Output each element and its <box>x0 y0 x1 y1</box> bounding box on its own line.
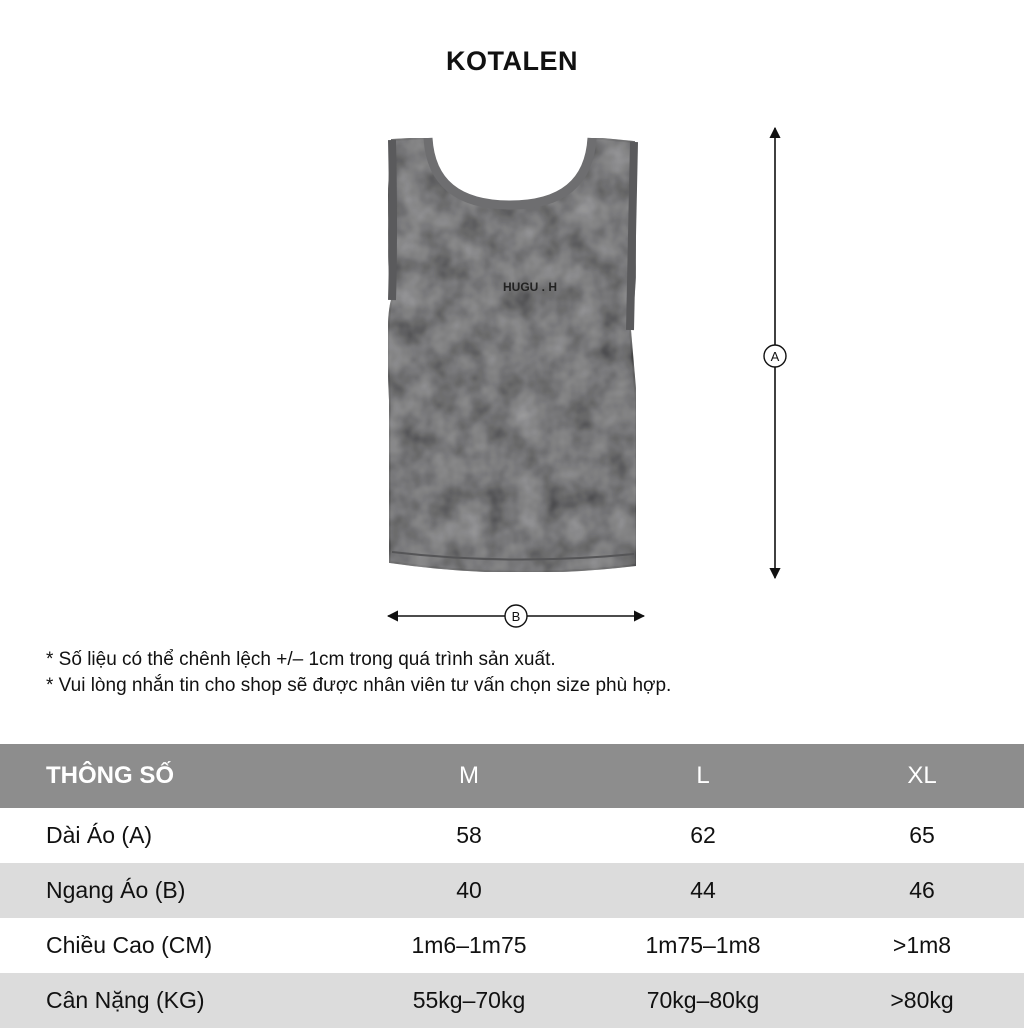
cell-value: 62 <box>690 822 716 848</box>
neckline-rib <box>428 138 592 205</box>
table-row <box>0 918 1024 973</box>
cell-value: >80kg <box>820 973 1024 1028</box>
header-param: THÔNG SỐ <box>0 744 352 808</box>
table-row <box>0 973 1024 1028</box>
cell-value: 44 <box>586 863 820 918</box>
cell-value: 40 <box>352 863 586 918</box>
row-label: Ngang Áo (B) <box>0 863 352 918</box>
cell-value: 70kg–80kg <box>586 973 820 1028</box>
cell-value: 58 <box>456 822 482 848</box>
cell-value: 1m6–1m75 <box>411 932 527 958</box>
note-contact: * Vui lòng nhắn tin cho shop sẽ được nhân viên tư vấn chọn size phù hợp. <box>46 675 672 696</box>
table-header-row <box>0 744 1024 808</box>
brand-title: KOTALEN <box>446 46 578 76</box>
cell-value: 46 <box>820 863 1024 918</box>
row-label: Cân Nặng (KG) <box>0 973 352 1028</box>
table-row <box>0 808 1024 863</box>
cell-value: 65 <box>909 822 935 848</box>
width-label: B <box>511 609 521 624</box>
table-row <box>0 863 1024 918</box>
left-armhole-rib <box>392 140 393 300</box>
print-text: HUGU . H <box>503 280 557 294</box>
cell-value: >1m8 <box>892 932 952 958</box>
header-size-l: L <box>586 744 820 808</box>
cell-value: 1m75–1m8 <box>645 932 761 958</box>
note-tolerance: * Số liệu có thể chênh lệch +/– 1cm trong quá trình sản xuất. <box>46 649 556 670</box>
row-label: Chiều Cao (CM) <box>46 932 213 958</box>
cell-value: 55kg–70kg <box>352 973 586 1028</box>
right-armhole-rib <box>630 142 634 330</box>
header-size-m: M <box>352 744 586 808</box>
length-label: A <box>770 349 780 364</box>
notes <box>46 647 671 699</box>
header-size-xl: XL <box>820 744 1024 808</box>
size-table <box>0 744 1024 1028</box>
row-label: Dài Áo (A) <box>46 822 153 848</box>
